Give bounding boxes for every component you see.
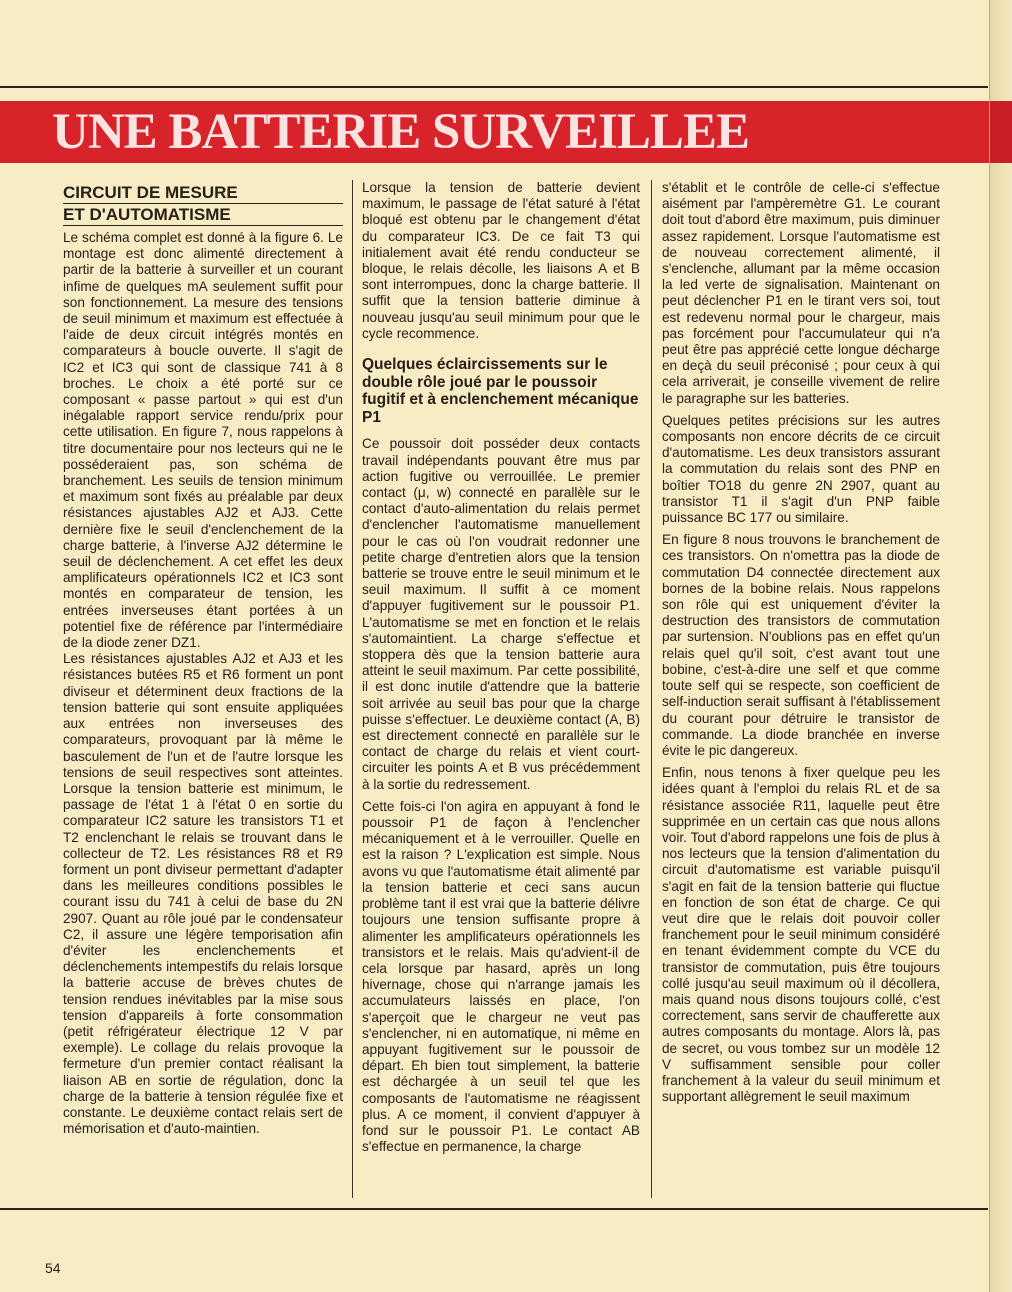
column-1	[63, 180, 343, 1200]
paragraph: Enfin, nous tenons à fixer quelque peu les idées quant à l'emploi du relais RL et de sa résistance associée R11, laquelle peut être supprimée en un certain cas que nous allons voir. Tout d'abord rappelons une fois de plus à nos lecteurs que la tension d'alimentation du circuit d'automatisme est variable puisqu'il s'agit en fait de la tension batterie qui fluctue en fonction de son état de charge. Ce qui veut dire que le relais doit pouvoir coller franchement pour le seuil minimum considéré en tenant évidemment compte du VCE du transistor de commutation, puis être toujours collé jusqu'au seuil maximum où il décollera, mais quand nous disons toujours collé, c'est correctement, sans servir de chaufferette aux autres composants du montage. Alors là, pas de secret, ou vous tombez sur un modèle 12 V suffisamment sensible pour coller franchement à la valeur du seuil minimum et supportant allègrement le seuil maximum	[662, 765, 940, 1105]
page-edge-red	[990, 101, 1012, 163]
page-edge	[990, 0, 1012, 1292]
paragraph: Le schéma complet est donné à la figure 6. Le montage est donc alimenté directement à partir de la batterie à surveiller et un courant infime de quelques mA seulement suffit pour son fonctionnement. La mesure des tensions de seuil minimum et maximum est effectuée à l'aide de deux circuit intégrés montés en comparateurs à boucle ouverte. Il s'agit de IC2 et IC3 qui sont de classique 741 à 8 broches. Le choix a été porté sur ce composant « passe partout » qui est d'un inégalable rapport service rendu/prix pour cette utilisation. En figure 7, nous rappelons à titre documentaire pour nos lecteurs qui ne le posséderaient pas, son schéma de branchement. Les seuils de tension minimum et maximum sont fixés au préalable par deux résistances ajustables AJ2 et AJ3. Cette dernière fixe le seuil d'enclenchement de la charge batterie, à l'inverse AJ2 détermine le seuil de déclenchement. A cet effet les deux amplificateurs opérationnels IC2 et IC3 sont montés en comparateur de tension, les entrées inverseuses étant portées à un potentiel fixe de référence par l'intermédiaire de la diode zener DZ1.	[63, 230, 343, 651]
paragraph: Cette fois-ci l'on agira en appuyant à fond le poussoir P1 de façon à l'enclencher mécaniquement et à le verrouiller. Quelle en est la raison ? L'explication est simple. Nous avons vu que l'automatisme était alimenté par la tension batterie et ceci sans aucun problème tant il est vrai que la batterie délivre toujours une tension suffisante propre à alimenter les amplificateurs opérationnels les transistors et le relais. Mais qu'advient-il de cela lorsque par hasard, après un long hivernage, chose qui n'arrange jamais les accumulateurs laissés en place, l'on s'aperçoit que le chargeur ne veut pas s'enclencher, ni en automatique, ni même en appuyant fugitivement sur le poussoir de départ. Eh bien tout simplement, la batterie est déchargée à un seuil tel que les composants de l'automatisme ne réagissent plus. A ce moment, il convient d'appuyer à fond sur le poussoir P1. Le contact AB s'effectue en permanence, la charge	[362, 798, 640, 1155]
paragraph: Quelques petites précisions sur les autres composants non encore décrits de ce circuit d'automatisme. Les deux transistors assurant la commutation du relais sont des PNP en boîtier TO18 du genre 2N 2907, quant au transistor T1 il s'agit d'un PNP faible puissance BC 177 ou similaire.	[662, 412, 940, 526]
paragraph: Ce poussoir doit posséder deux contacts travail indépendants pouvant être mus par action fugitive ou verrouillée. Le premier contact (μ, w) connecté en parallèle sur le contact d'auto-alimentation du relais permet d'enclencher l'automatisme manuellement pour le cas où l'on voudrait redonner une petite charge d'entretien alors que la tension batterie se trouve entre le seuil minimum et le seuil maximum. Il suffit à ce moment d'appuyer fugitivement sur le poussoir P1. L'automatisme se met en fonction et le relais s'automaintient. La charge s'effectue et stoppera dès que la tension batterie aura atteint le seuil maximum. Par cette possibilité, il est donc inutile d'attendre que la batterie soit arrivée au seuil bas pour que la charge puisse s'effectuer. Le deuxième contact (A, B) est directement connecté en parallèle sur le contact de charge du relais et vient court-circuiter les points A et B vus précédemment à la sortie du redressement.	[362, 436, 640, 792]
title-banner	[0, 101, 990, 163]
bottom-rule	[0, 1208, 988, 1210]
paragraph: s'établit et le contrôle de celle-ci s'effectue aisément par l'ampèremètre G1. Le courant doit tout d'abord être maximum, puis diminuer assez rapidement. Lorsque l'automatisme est de nouveau correctement alimenté, il s'enclenche, allumant par la même occasion la led verte de signalisation. Maintenant on peut déclencher P1 en le tirant vers soi, tout est redevenu normal pour le chargeur, mais pas forcément pour l'accumulateur qui n'a peut être pas apprécié cette longue décharge en deçà du seuil préconisé ; pour ceux à qui cela arriverait, je conseille vivement de relire le paragraphe sur les batteries.	[662, 180, 940, 406]
column-separator	[651, 180, 652, 1198]
column-3	[662, 180, 940, 1200]
section-heading-line2: ET D'AUTOMATISME	[63, 204, 343, 226]
paragraph: Les résistances ajustables AJ2 et AJ3 et les résistances butées R5 et R6 forment un pont diviseur et déterminent deux fractions de la tension batterie qui sont ensuite appliquées aux entrées non inverseuses des comparateurs, provoquant par là même le basculement de l'un et de l'autre lorsque les tensions de seuil respectives sont atteintes. Lorsque la tension batterie est minimum, le passage de l'état 1 à l'état 0 en sortie du comparateur IC2 sature les transistors T1 et T2 enclenchant le relais se trouvant dans le collecteur de T2. Les résistances R8 et R9 forment un pont diviseur permettant d'adapter dans les meilleures conditions possibles le courant issu du 741 à celui de base du 2N 2907. Quant au rôle joué par le condensateur C2, il assure une légère temporisation afin d'éviter les enclenchements et déclenchements intempestifs du relais lorsque la batterie accuse de brèves chutes de tension rendues inévitables par la mise sous tension d'appareils à forte consommation (petit réfrigérateur électrique 12 V par exemple). Le collage du relais provoque la fermeture d'un premier contact réalisant la liaison AB en sortie de régulation, donc la charge de la batterie à tension régulée fixe et constante. Le deuxième contact relais sert de mémorisation et d'auto-maintien.	[63, 651, 343, 1137]
page-edge-line	[989, 0, 990, 1292]
paragraph: Lorsque la tension de batterie devient maximum, le passage de l'état saturé à l'état bloqué est obtenu par le changement d'état du comparateur IC3. De ce fait T3 qui initialement avait été rendu conducteur se bloque, le relais décolle, les liaisons A et B sont interrompues, donc la charge batterie. Il suffit que la tension batterie diminue à nouveau jusqu'au seuil minimum pour que le cycle recommence.	[362, 180, 640, 341]
top-rule	[0, 86, 988, 88]
subheading: Quelques éclaircissements sur le double rôle joué par le poussoir fugitif et à enclenchement mécanique P1	[362, 356, 639, 426]
column-2	[362, 180, 640, 1200]
article-title: UNE BATTERIE SURVEILLEE	[52, 103, 749, 160]
column-separator	[352, 180, 353, 1198]
page-number: 54	[45, 1260, 61, 1276]
section-heading-line1: CIRCUIT DE MESURE	[63, 182, 343, 204]
paragraph: En figure 8 nous trouvons le branchement de ces transistors. On n'omettra pas la diode de commutation D4 connectée directement aux bornes de la bobine relais. Nous rappelons son rôle qui est uniquement d'éviter la destruction des transistors de commutation par surtension. N'oublions pas en effet qu'un relais quel qu'il soit, c'est avant tout une bobine, c'est-à-dire une self et que comme toute self qui se respecte, son coefficient de self-induction serait suffisant à l'établissement du courant pour détruire le transistor de commande. La diode branchée en inverse évite le pic dangereux.	[662, 532, 940, 758]
section-heading	[63, 182, 343, 226]
